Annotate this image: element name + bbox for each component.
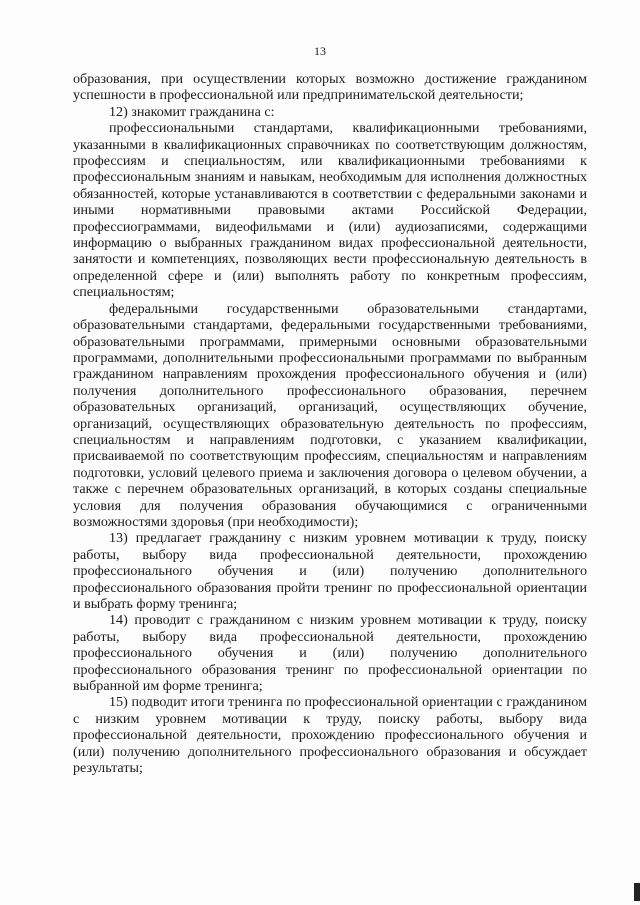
paragraph-item-15: 15) подводит итоги тренинга по профессиональной ориентации с гражданином с низким уровнем мотивации к труду, поиску работы, выбору вида профессиональной деятельности, прохождению профессионального обучения и (или) получению дополнительного профессионального образования и обсуждает результаты; [73,694,587,777]
paragraph-educational-standards: федеральными государственными образовательными стандартами, образовательными стандартами, федеральными государственными требованиями, образовательными программами, примерными основными образовательными программами, дополнительными профессиональными программами по выбранным гражданином направлениям прохождения профессионального обучения и (или) получения дополнительного профессионального образования, перечнем образовательных организаций, организаций, осуществляющих обучение, организаций, осуществляющих образовательную деятельность по профессиям, специальностям и направлениям подготовки, с указанием квалификации, присваиваемой по соответствующим профессиям, специальностям и направлениям подготовки, условий целевого приема и заключения договора о целевом обучении, а также с перечнем образовательных организаций, в которых созданы специальные условия для получения образования обучающимися с ограниченными возможностями здоровья (при необходимости); [73,300,587,530]
document-body [73,71,587,776]
page-number: 13 [314,44,326,58]
paragraph-professional-standards: профессиональными стандартами, квалификационными требованиями, указанными в квалификационных справочниках по соответствующим должностям, профессиям и специальностям, или квалификационными требованиями к профессиональным знаниям и навыкам, необходимым для исполнения должностных обязанностей, которые устанавливаются в соответствии с федеральными законами и иными нормативными правовыми актами Российской Федерации, профессиограммами, видеофильмами и (или) аудиозаписями, содержащими информацию о выбранных гражданином видах профессиональной деятельности, занятости и компетенциях, позволяющих вести профессиональную деятельность в определенной сфере и (или) выполнять работу по конкретным профессиям, специальностям; [73,120,587,301]
paragraph-item-14: 14) проводит с гражданином с низким уровнем мотивации к труду, поиску работы, выбору вида профессиональной деятельности, прохождению профессионального обучения и (или) получению дополнительного профессионального образования тренинг по профессиональной ориентации по выбранной им форме тренинга; [73,612,587,695]
scan-edge-mark [634,883,640,901]
paragraph-intro-continuation: образования, при осуществлении которых возможно достижение гражданином успешности в профессиональной или предпринимательской деятельности; [73,71,587,104]
paragraph-item-12: 12) знакомит гражданина с: [109,103,275,120]
paragraph-item-13: 13) предлагает гражданину с низким уровнем мотивации к труду, поиску работы, выбору вида профессиональной деятельности, прохождению профессионального обучения и (или) получению дополнительного профессионального образования пройти тренинг по профессиональной ориентации и выбрать форму тренинга; [73,530,587,612]
